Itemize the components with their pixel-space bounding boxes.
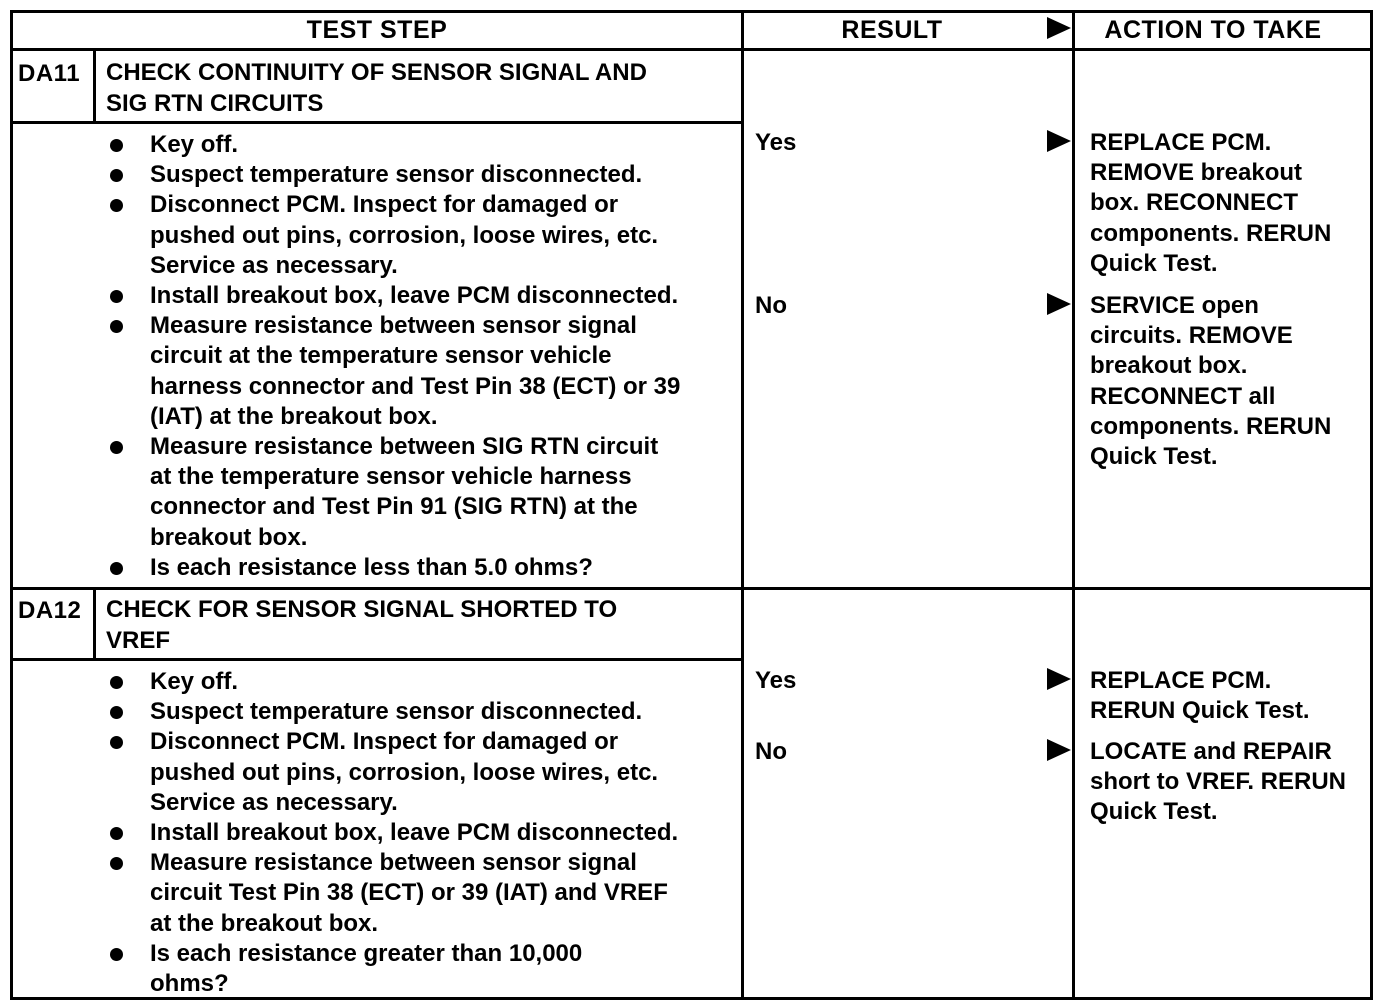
action-line: Quick Test.: [1090, 443, 1218, 471]
da12-result-no: No: [755, 738, 787, 765]
action-line: RERUN Quick Test.: [1090, 697, 1310, 725]
step-line: at the temperature sensor vehicle harness: [150, 463, 632, 491]
bullet-icon: [110, 948, 123, 961]
step-line: Key off.: [150, 131, 239, 158]
action-line: Quick Test.: [1090, 249, 1218, 277]
bullet-icon: [110, 857, 123, 870]
list-item: [106, 311, 680, 432]
bullet-icon: [110, 320, 123, 333]
step-line: Suspect temperature sensor disconnected.: [150, 161, 643, 189]
bullet-icon: [110, 199, 123, 212]
step-line: Disconnect PCM. Inspect for damaged or: [150, 191, 619, 219]
step-line: Install breakout box, leave PCM disconnected.: [150, 819, 679, 847]
header-result: RESULT: [841, 16, 943, 44]
da11-action-no: [1090, 291, 1331, 472]
bullet-icon: [110, 736, 123, 749]
bullet-icon: [110, 169, 123, 182]
da11-title-line: SIG RTN CIRCUITS: [106, 90, 324, 117]
list-item: [106, 818, 678, 848]
step-line: harness connector and Test Pin 38 (ECT) or 39: [150, 372, 681, 400]
step-line: Measure resistance between SIG RTN circuit: [150, 433, 659, 461]
step-line: Service as necessary.: [150, 788, 398, 816]
action-line: circuits. REMOVE: [1090, 322, 1293, 350]
da11-no-arrow-icon: [1047, 293, 1071, 315]
bullet-icon: [110, 139, 123, 152]
header-arrow-icon: [1047, 17, 1071, 39]
list-item: [106, 697, 678, 727]
da12-title: [106, 594, 617, 656]
da11-result-no: No: [755, 292, 787, 319]
da11-title-bottom-border: [10, 121, 741, 124]
step-line: circuit at the temperature sensor vehicle: [150, 342, 612, 370]
action-line: short to VREF. RERUN: [1090, 768, 1347, 796]
step-line: connector and Test Pin 91 (SIG RTN) at the: [150, 493, 638, 521]
da11-yes-arrow-icon: [1047, 130, 1071, 152]
da12-action-no: [1090, 737, 1346, 828]
bullet-icon: [110, 827, 123, 840]
header-bottom-border: [10, 48, 1373, 51]
action-line: REMOVE breakout: [1090, 159, 1303, 187]
step-line: Key off.: [150, 668, 239, 695]
list-item: [106, 667, 678, 697]
action-line: Quick Test.: [1090, 798, 1218, 826]
list-item: [106, 432, 680, 553]
header-action-to-take: ACTION TO TAKE: [1104, 16, 1322, 44]
da12-code-divider: [93, 587, 96, 660]
list-item: [106, 553, 680, 583]
da12-yes-arrow-icon: [1047, 668, 1071, 690]
da11-result-yes: Yes: [755, 129, 797, 156]
list-item: [106, 848, 678, 939]
action-line: RECONNECT all: [1090, 382, 1276, 410]
da11-title-line: CHECK CONTINUITY OF SENSOR SIGNAL AND: [106, 59, 647, 86]
step-line: Measure resistance between sensor signal: [150, 849, 637, 877]
da11-action-yes: [1090, 128, 1331, 279]
header-test-step: TEST STEP: [306, 16, 448, 44]
table-right-border: [1370, 10, 1373, 1000]
list-item: [106, 727, 678, 818]
da12-no-arrow-icon: [1047, 739, 1071, 761]
bullet-icon: [110, 676, 123, 689]
step-line: Is each resistance greater than 10,000: [150, 939, 583, 967]
da12-step-list: [106, 667, 678, 999]
row-da12-top-border: [10, 587, 1373, 590]
da11-code: DA11: [18, 60, 81, 87]
step-line: pushed out pins, corrosion, loose wires, etc.: [150, 221, 659, 249]
list-item: [106, 130, 680, 160]
step-line: Suspect temperature sensor disconnected.: [150, 698, 643, 726]
da12-action-yes: [1090, 666, 1310, 726]
da12-title-line: CHECK FOR SENSOR SIGNAL SHORTED TO: [106, 596, 618, 623]
step-line: (IAT) at the breakout box.: [150, 402, 438, 430]
result-column-left-border: [741, 10, 744, 1000]
step-line: Disconnect PCM. Inspect for damaged or: [150, 728, 619, 756]
step-line: Is each resistance less than 5.0 ohms?: [150, 553, 593, 581]
da12-title-line: VREF: [106, 627, 171, 654]
step-line: breakout box.: [150, 523, 308, 551]
action-line: components. RERUN: [1090, 412, 1332, 440]
action-line: REPLACE PCM.: [1090, 129, 1272, 156]
step-line: Measure resistance between sensor signal: [150, 312, 637, 340]
step-line: at the breakout box.: [150, 909, 379, 937]
action-line: components. RERUN: [1090, 219, 1332, 247]
da12-title-bottom-border: [10, 658, 741, 661]
bullet-icon: [110, 562, 123, 575]
action-column-left-border: [1072, 10, 1075, 1000]
bullet-icon: [110, 441, 123, 454]
action-line: breakout box.: [1090, 352, 1248, 380]
list-item: [106, 190, 680, 281]
bullet-icon: [110, 290, 123, 303]
list-item: [106, 160, 680, 190]
step-line: ohms?: [150, 970, 229, 998]
action-line: box. RECONNECT: [1090, 189, 1299, 217]
da12-result-yes: Yes: [755, 667, 797, 694]
da12-code: DA12: [18, 597, 82, 624]
bullet-icon: [110, 706, 123, 719]
step-line: Service as necessary.: [150, 251, 398, 279]
step-line: Install breakout box, leave PCM disconnected.: [150, 282, 679, 310]
da11-step-list: [106, 130, 680, 583]
da11-title: [106, 57, 647, 119]
step-line: pushed out pins, corrosion, loose wires, etc.: [150, 758, 659, 786]
list-item: [106, 281, 680, 311]
step-line: circuit Test Pin 38 (ECT) or 39 (IAT) and VREF: [150, 879, 668, 907]
list-item: [106, 939, 678, 999]
da11-code-divider: [93, 48, 96, 124]
action-line: LOCATE and REPAIR: [1090, 738, 1332, 765]
action-line: SERVICE open: [1090, 292, 1259, 319]
action-line: REPLACE PCM.: [1090, 667, 1272, 694]
table-left-border: [10, 10, 13, 1000]
